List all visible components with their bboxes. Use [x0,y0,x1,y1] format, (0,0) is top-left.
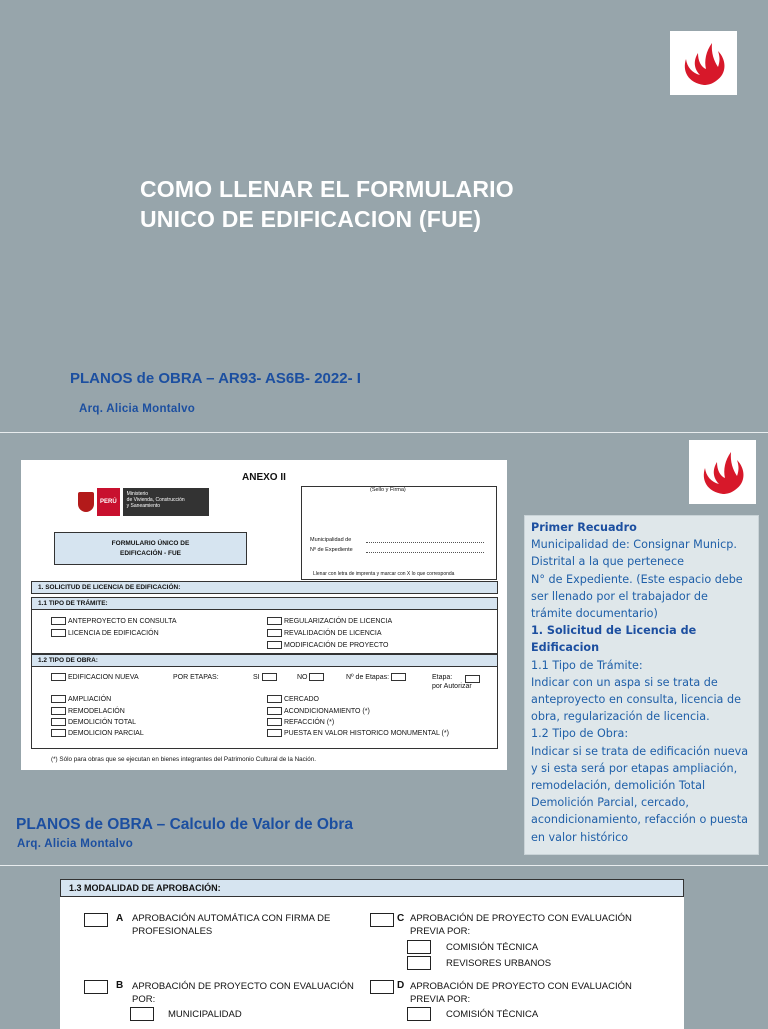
ministry-line-3: y Saneamiento [126,503,161,509]
obra-item[interactable] [51,718,136,727]
option-b-letter: B [116,980,124,991]
slide-form-explanation [0,433,768,865]
tramite-item[interactable] [267,629,382,638]
c-comision-label: COMISIÓN TÉCNICA [446,942,539,953]
section-1-2-bar: 1.2 TIPO DE OBRA: [31,654,498,667]
box-heading-1: Primer Recuadro [531,521,637,534]
section-1-bar: 1. SOLICITUD DE LICENCIA DE EDIFICACIÓN: [31,581,498,594]
c-comision-checkbox[interactable] [407,940,431,954]
box-paragraph: 1.1 Tipo de Trámite: [531,658,643,672]
title-line-1: COMO LLENAR EL FORMULARIO [140,176,514,202]
checkbox[interactable] [51,707,66,715]
checkbox[interactable] [391,673,406,681]
tramite-item[interactable] [51,629,159,638]
option-b-line-1: APROBACIÓN DE PROYECTO CON EVALUACIÓN [132,981,354,992]
author-label: Arq. Alicia Montalvo [17,838,134,850]
option-d-checkbox[interactable] [370,980,394,994]
box-paragraph: Indicar si se trata de edificación nueva y si esta será por etapas ampliación, remodelación, demolición Total Demolición Parcial, cercado, acondicionamiento, refacción o puesta en valor histórico [531,744,749,844]
etapas-no[interactable] [297,673,326,682]
fue-line-1: FORMULARIO ÚNICO DE [111,540,190,547]
tramite-item[interactable] [267,641,389,650]
obra-item[interactable] [51,707,125,716]
slide-title [0,0,768,432]
course-label: PLANOS de OBRA – AR93- AS6B- 2022- I [70,370,361,387]
c-revisores-label: REVISORES URBANOS [446,958,552,969]
author-label: Arq. Alicia Montalvo [79,403,196,415]
etapas-si[interactable] [253,673,279,682]
obra-item[interactable] [267,729,449,738]
fill-instructions: Llenar con letra de imprenta y marcar con X lo que corresponda [313,571,455,577]
form-modalidad-excerpt [60,879,684,1029]
option-c-line-1: APROBACIÓN DE PROYECTO CON EVALUACIÓN [410,913,632,924]
upc-logo-icon [678,39,730,87]
ministry-line-2: de Vivienda, Construcción [126,497,185,503]
obra-item[interactable] [267,695,319,704]
checkbox[interactable] [267,729,282,737]
option-a-letter: A [116,913,124,924]
obra-label: REFACCIÓN (*) [284,719,335,726]
municipalidad-label: Municipalidad de [310,537,352,543]
obra-label: ACONDICIONAMIENTO (*) [284,708,370,715]
obra-label: DEMOLICION PARCIAL [68,730,144,737]
stamp-box [301,486,497,580]
obra-row-nueva[interactable] [51,673,139,682]
obra-item[interactable] [267,718,334,727]
option-b-line-2: POR: [132,994,156,1005]
upc-logo-icon [697,448,749,496]
box-heading-2: 1. Solicitud de Licencia de Edificacion [531,624,697,655]
form-fue-excerpt [21,460,507,770]
tramite-label: MODIFICACIÓN DE PROYECTO [284,642,389,649]
si-label: SI [253,674,260,681]
checkbox[interactable] [267,707,282,715]
expediente-field[interactable] [366,552,484,553]
tramite-label: REVALIDACIÓN DE LICENCIA [284,630,382,637]
option-a-label [132,912,330,938]
obra-label: AMPLIACIÓN [68,696,112,703]
obra-item[interactable] [51,729,144,738]
section-1-3-bar: 1.3 MODALIDAD DE APROBACIÓN: [60,879,684,897]
section-1-1-bar: 1.1 TIPO DE TRÁMITE: [31,597,498,610]
checkbox[interactable] [267,641,282,649]
expediente-label: Nº de Expediente [310,547,353,553]
municipalidad-field[interactable] [366,542,484,543]
tramite-item[interactable] [51,617,177,626]
municipality-fields [310,535,353,555]
checkbox[interactable] [262,673,277,681]
box-paragraph: 1.2 Tipo de Obra: [531,727,629,741]
ministry-line-1: Ministerio [126,491,149,497]
n-etapas-label: Nº de Etapas: [346,674,390,681]
option-d-letter: D [397,980,405,991]
option-d-line-1: APROBACIÓN DE PROYECTO CON EVALUACIÓN [410,981,632,992]
form-footnote: (*) Sólo para obras que se ejecutan en bienes integrantes del Patrimonio Cultural de la Nación. [51,756,316,763]
tramite-item[interactable] [267,617,392,626]
obra-label: REMODELACIÓN [68,708,125,715]
upc-logo [689,440,756,504]
upc-logo [670,31,737,95]
checkbox[interactable] [51,718,66,726]
edif-nueva-label: EDIFICACION NUEVA [68,674,139,681]
option-a-line-1: APROBACIÓN AUTOMÁTICA CON FIRMA DE [132,913,331,924]
option-c-line-2: PREVIA POR: [410,926,471,937]
checkbox[interactable] [51,729,66,737]
checkbox[interactable] [51,695,66,703]
c-revisores-checkbox[interactable] [407,956,431,970]
etapa-text: Etapa: [432,674,453,681]
option-a-line-2: PROFESIONALES [132,926,213,937]
option-d-label [410,980,632,1006]
peru-shield-icon [78,492,94,512]
b-municipalidad-label: MUNICIPALIDAD [168,1009,242,1020]
checkbox[interactable] [267,695,282,703]
option-c-checkbox[interactable] [370,913,394,927]
ministry-label [123,488,209,516]
title-line-2: UNICO DE EDIFICACION (FUE) [140,206,482,232]
tramite-label: ANTEPROYECTO EN CONSULTA [68,618,177,625]
fue-line-2: EDIFICACIÓN - FUE [119,550,182,557]
option-d-line-2: PREVIA POR: [410,994,471,1005]
obra-label: CERCADO [284,696,320,703]
obra-label: DEMOLICIÓN TOTAL [68,719,137,726]
tramite-label: REGULARIZACIÓN DE LICENCIA [284,618,393,625]
obra-item[interactable] [267,707,370,716]
box-paragraph: Municipalidad de: Consignar Municp. Distrital a la que pertenece [531,538,737,569]
no-label: NO [297,674,308,681]
option-c-label [410,912,632,938]
checkbox[interactable] [309,673,324,681]
checkbox[interactable] [51,673,66,681]
peru-label: PERÚ [97,488,120,516]
d-comision-checkbox[interactable] [407,1007,431,1021]
checkbox[interactable] [267,629,282,637]
obra-item[interactable] [51,695,111,704]
etapa-box[interactable] [465,675,480,683]
option-c-letter: C [397,913,405,924]
box-paragraph: Indicar con un aspa si se trata de anteproyecto en consulta, licencia de obra, regularización de licencia. [531,675,741,724]
por-etapas-label: POR ETAPAS: [173,674,219,681]
n-etapas[interactable] [346,673,408,682]
option-a-checkbox[interactable] [84,913,108,927]
checkbox[interactable] [51,617,66,625]
box-paragraph: N° de Expediente. (Este espacio debe ser llenado por el trabajador de trámite documentario) [531,572,743,621]
d-comision-label: COMISIÓN TÉCNICA [446,1009,539,1020]
page-title [140,174,514,234]
tramite-label: LICENCIA DE EDIFICACIÓN [68,630,159,637]
por-autorizar-text: por Autorizar [432,683,472,690]
course-label: PLANOS de OBRA – Calculo de Valor de Obra [16,816,354,833]
checkbox[interactable] [267,617,282,625]
fue-title-box [54,532,247,565]
peru-ministry-logo [78,488,209,516]
checkbox[interactable] [51,629,66,637]
checkbox[interactable] [267,718,282,726]
explanation-box [524,515,759,855]
obra-label: PUESTA EN VALOR HISTORICO MONUMENTAL (*) [284,730,449,737]
slide-modalidad [0,866,768,1024]
anexo-heading: ANEXO II [242,472,286,483]
stamp-label: (Sello y Firma) [370,487,406,493]
option-b-checkbox[interactable] [84,980,108,994]
b-municipalidad-checkbox[interactable] [130,1007,154,1021]
option-b-label [132,980,354,1006]
